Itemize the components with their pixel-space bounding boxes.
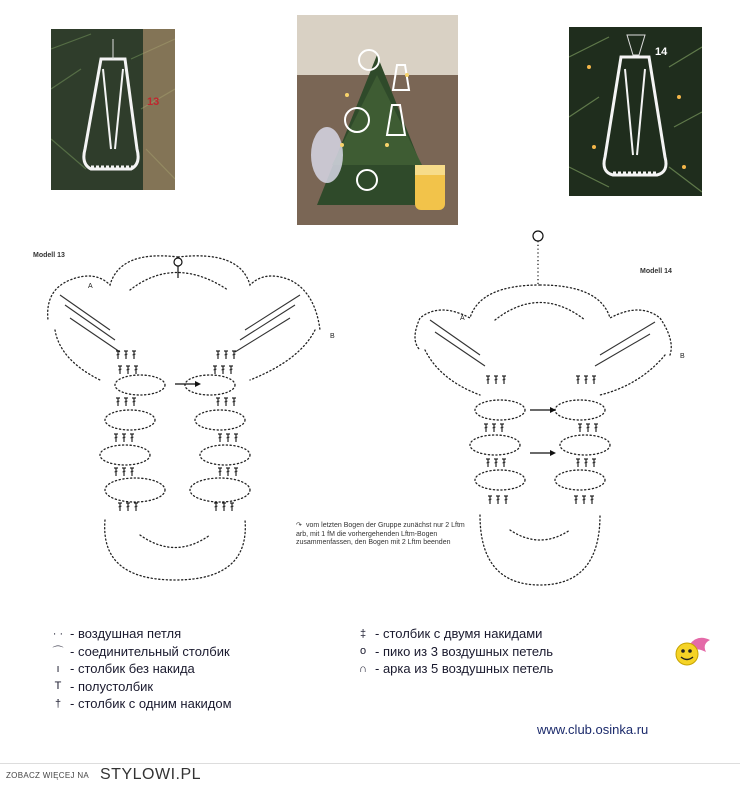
instruction-note [296, 522, 478, 548]
slip-stitch-icon: ⌒ [52, 646, 64, 659]
smiley-icon [672, 634, 712, 670]
legend-left [52, 625, 232, 713]
diagram-model-13 [48, 256, 320, 580]
legend-item [52, 695, 232, 713]
arch-icon: ∩ [359, 662, 367, 675]
legend-item [357, 660, 553, 678]
site-link[interactable]: www.club.osinka.ru [537, 722, 649, 737]
picot-icon: ο [359, 645, 367, 658]
legend-item [52, 643, 232, 661]
footer-brand-link[interactable]: STYLOWI.PL [100, 766, 202, 783]
legend-item-text: - полустолбик [70, 678, 154, 694]
curved-arrow-icon: ↷ [296, 522, 302, 529]
model14-marker-a: A [460, 315, 465, 322]
legend-item-text: - соединительный столбик [70, 643, 230, 659]
photo-number-14: 14 [655, 46, 668, 58]
double-crochet-icon: † [54, 697, 62, 710]
instruction-note-text: vom letzten Bogen der Gruppe zunächst nur 2 Lftm arb, mit 1 fM die vorhergehenden Lftm-Bogen zusammenfassen, den Bogen mit 2 Lftm beenden [296, 522, 465, 547]
legend-item [52, 660, 232, 678]
photo-bell-ornament-14 [569, 27, 702, 196]
photo-number-13: 13 [147, 96, 160, 108]
legend-item-text: - столбик без накида [70, 661, 195, 677]
legend-item-text: - пико из 3 воздушных петель [375, 643, 554, 659]
diagram-model-13-stitches [60, 258, 335, 511]
legend-item-text: - воздушная петля [70, 626, 182, 642]
model-13-label: Modell 13 [33, 252, 65, 259]
legend-item [52, 625, 232, 643]
legend-item [357, 625, 553, 643]
legend-item [52, 678, 232, 696]
model13-marker-b: B [330, 333, 335, 340]
footer-bar [0, 763, 740, 788]
model-14-label: Modell 14 [640, 268, 672, 275]
chain-stitch-icon: · · [52, 627, 64, 640]
legend-item [357, 643, 553, 661]
model14-marker-b: B [680, 353, 685, 360]
half-double-crochet-icon: T [54, 680, 62, 693]
model13-marker-a: A [88, 283, 93, 290]
legend-item-text: - столбик с двумя накидами [375, 626, 543, 642]
legend-item-text: - арка из 5 воздушных петель [375, 661, 554, 677]
photo-christmas-tree [297, 15, 458, 225]
single-crochet-icon: ı [56, 662, 60, 675]
legend-right [357, 625, 553, 678]
treble-crochet-icon: ‡ [359, 627, 367, 640]
legend-item-text: - столбик с одним накидом [70, 696, 232, 712]
photo-bell-ornament-13 [51, 29, 175, 190]
footer-prefix: ZOBACZ WIĘCEJ NA [6, 771, 90, 780]
